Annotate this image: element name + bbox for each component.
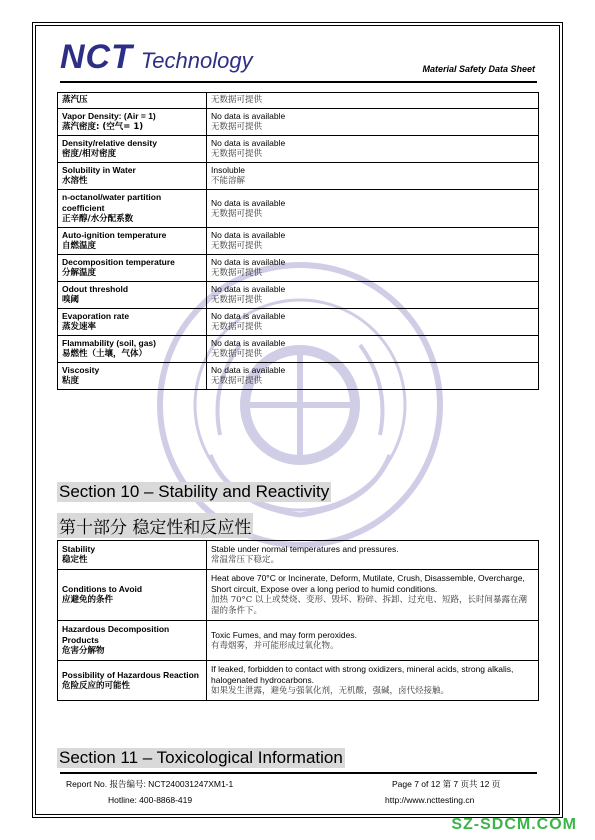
property-name-cell [58,309,207,336]
table-row [58,109,539,136]
property-name-cell [58,570,207,621]
property-value-zh: 无数据可提供 [211,149,263,159]
logo-technology-text: Technology [140,48,253,73]
property-value-cell [207,109,539,136]
property-name-en: Viscosity [62,365,100,375]
property-name-en: Solubility in Water [62,165,136,175]
property-value-cell [207,541,539,570]
property-value-cell [207,621,539,661]
property-value-cell [207,255,539,282]
property-value-cell [207,190,539,228]
property-value-en: No data is available [211,230,286,240]
property-value-cell [207,93,539,109]
property-name-zh: 分解温度 [62,268,97,278]
document-type-label: Material Safety Data Sheet [422,64,535,74]
property-value-cell [207,136,539,163]
property-value-en: No data is available [211,338,286,348]
footer-rule [60,772,537,774]
property-value-en: No data is available [211,311,286,321]
property-value-cell [207,570,539,621]
property-value-zh: 有毒烟雾，并可能形成过氧化物。 [211,640,339,651]
property-name-zh: 易燃性（土壤，气体） [62,349,148,359]
property-name-en: Auto-ignition temperature [62,230,167,240]
table-row [58,93,539,109]
property-name-cell [58,541,207,570]
website-url: http://www.ncttesting.cn [385,795,475,805]
property-name-en: Conditions to Avoid [62,584,143,594]
property-value-cell [207,336,539,363]
property-name-cell [58,136,207,163]
property-value-en: Toxic Fumes, and may form peroxides. [211,629,357,640]
table-row [58,255,539,282]
property-value-cell [207,309,539,336]
property-value-en: Stable under normal temperatures and pressures. [211,544,399,554]
logo-nct-text: NCT [60,38,133,76]
section-11-title-en: Section 11 – Toxicological Information [59,748,343,767]
report-number: Report No. 报告编号: NCT240031247XM1-1 [66,779,234,789]
property-name-cell [58,282,207,309]
property-value-cell [207,228,539,255]
property-value-zh: 常温常压下稳定。 [211,555,280,565]
property-name-zh: 蒸汽压 [62,95,88,105]
property-name-zh: 危害分解物 [62,646,105,656]
property-name-zh: 密度/相对密度 [62,149,117,159]
property-name-cell [58,336,207,363]
property-name-cell [58,109,207,136]
property-value-zh: 无数据可提供 [211,295,263,305]
table-row [58,228,539,255]
site-watermark: SZ-SDCM.COM [451,816,577,833]
property-name-cell [58,228,207,255]
property-value-zh: 无数据可提供 [211,208,263,219]
table-row [58,541,539,570]
property-name-en: Odout threshold [62,284,129,294]
property-name-zh: 水溶性 [62,176,88,186]
property-name-en: Possibility of Hazardous Reaction [62,669,199,680]
table-row [58,336,539,363]
property-name-en: Density/relative density [62,138,157,148]
property-value-en: Heat above 70°C or Incinerate, Deform, Mutilate, Crush, Disassemble, Overcharge, Short circuit, Expose over a long period to humid conditions. [211,573,525,594]
property-name-en: Vapor Density: (Air = 1) [62,111,156,121]
property-name-zh: 蒸汽密度: (空气= 1) [62,122,144,132]
property-value-cell [207,163,539,190]
property-value-zh: 无数据可提供 [211,322,263,332]
header-rule [60,81,537,83]
property-value-zh: 无数据可提供 [211,95,263,105]
property-name-cell [58,661,207,701]
property-name-zh: 正辛醇/水分配系数 [62,214,134,224]
property-value-zh: 加热 70°C 以上或焚烧、变形、毁坏、粉碎、拆卸、过充电、短路，长时间暴露在潮湿的条件下。 [211,595,527,616]
property-value-en: No data is available [211,284,286,294]
property-name-en: Hazardous Decomposition Products [62,624,170,645]
property-value-en: No data is available [211,197,286,208]
section-10-title-zh: 第十部分 稳定性和反应性 [57,513,253,538]
property-value-en: No data is available [211,257,286,267]
property-value-zh: 如果发生泄露，避免与强氧化剂，无机酸，强碱，卤代烃接触。 [211,686,450,696]
property-value-zh: 不能溶解 [211,176,246,186]
property-value-zh: 无数据可提供 [211,241,263,251]
property-name-zh: 应避免的条件 [62,595,114,605]
section-10-title-en: Section 10 – Stability and Reactivity [59,482,330,501]
property-value-en: No data is available [211,111,286,121]
property-value-cell [207,282,539,309]
table-row [58,136,539,163]
property-name-zh: 稳定性 [62,555,88,565]
property-name-en: Evaporation rate [62,311,130,321]
property-name-en: Flammability (soil, gas) [62,338,156,348]
property-value-zh: 无数据可提供 [211,349,263,359]
property-name-cell [58,621,207,661]
page-number: Page 7 of 12 第 7 页共 12 页 [392,779,501,789]
property-name-cell [58,93,207,109]
property-value-en: No data is available [211,138,286,148]
table-row [58,190,539,228]
table-row [58,282,539,309]
property-name-zh: 危险反应的可能性 [62,680,131,691]
property-name-zh: 粘度 [62,376,80,386]
property-name-en: Decomposition temperature [62,257,175,267]
hotline: Hotline: 400-8868-419 [108,795,193,805]
property-value-en: No data is available [211,365,286,375]
table-row [58,661,539,701]
stability-reactivity-table [57,540,539,701]
property-name-cell [58,363,207,390]
property-name-cell [58,163,207,190]
property-name-zh: 自燃温度 [62,241,97,251]
property-name-zh: 蒸发速率 [62,322,97,332]
table-row [58,163,539,190]
physical-properties-table [57,92,539,390]
table-row [58,570,539,621]
table-row [58,621,539,661]
property-name-cell [58,190,207,228]
property-name-zh: 嗅阈 [62,295,80,305]
table-row [58,363,539,390]
property-value-zh: 无数据可提供 [211,122,263,132]
property-value-en: If leaked, forbidden to contact with strong oxidizers, mineral acids, strong alkalis, halogenated hydrocarbons. [211,664,514,685]
property-name-en: Stability [62,544,96,554]
property-value-en: Insoluble [211,165,246,175]
company-logo [60,38,253,77]
property-value-zh: 无数据可提供 [211,268,263,278]
property-value-cell [207,661,539,701]
property-value-cell [207,363,539,390]
property-name-en: n-octanol/water partition coefficient [62,192,162,213]
table-row [58,309,539,336]
property-name-cell [58,255,207,282]
property-value-zh: 无数据可提供 [211,376,263,386]
